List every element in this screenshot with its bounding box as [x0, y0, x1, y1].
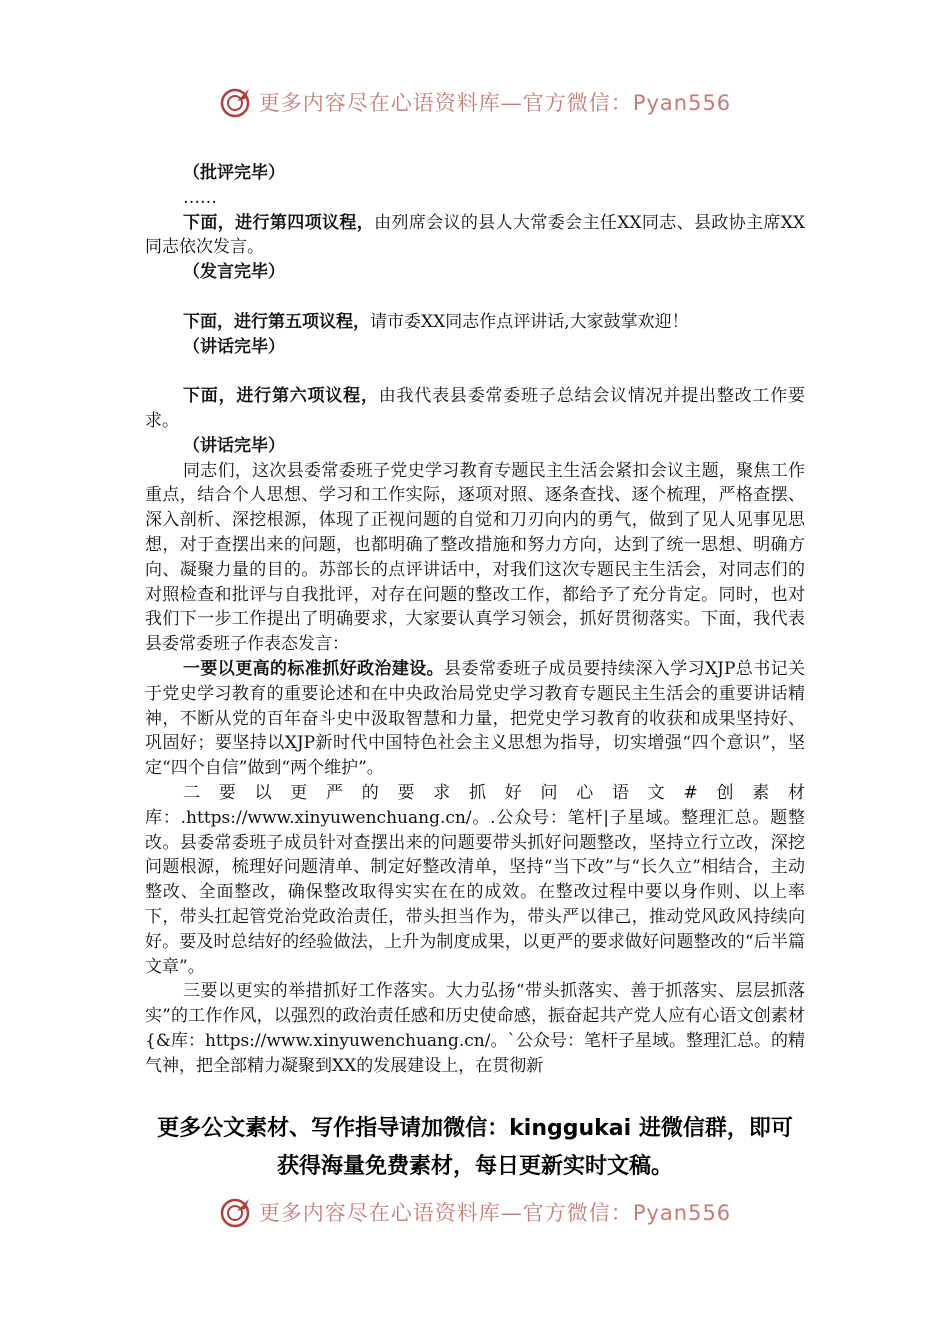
promo-notice [0, 1110, 950, 1186]
paragraph: 二要以更严的要求抓好问心语文#创素材库：.https://www.xinyuwenchuang.cn/。.公众号：笔杆|子星域。整理汇总。题整改。县委常委班子成员针对查摆出来的问题要带头抓好问题整改，坚持立行立改，深挖问题根源，梳理好问题清单、制定好整改清单，坚持“当下改”与“长久立”相结合，主动整改、全面整改，确保整改取得实实在在的成效。在整改过程中要以身作则、以上率下，带头扛起管党治党政治责任，带头担当作为，带头严以律己，推动党风政风持续向好。要及时总结好的经验做法，上升为制度成果，以更严的要求做好问题整改的“后半篇文章”。 [145, 782, 805, 977]
paragraph: 下面，进行第五项议程，请市委XX同志作点评讲话,大家鼓掌欢迎！ [183, 311, 689, 332]
footer-banner [0, 1192, 950, 1232]
paragraph: 下面，进行第六项议程，由我代表县委常委班子总结会议情况并提出整改工作要求。 [145, 386, 806, 431]
paragraph: 下面，进行第四项议程，由列席会议的县人大常委会主任XX同志、县政协主席XX同志依次发言。 [145, 212, 805, 258]
paragraph: （讲话完毕） [183, 435, 285, 456]
quill-logo-icon [219, 1195, 253, 1229]
quill-logo-icon [219, 85, 253, 119]
paragraph: （讲话完毕） [183, 336, 285, 357]
document-body [145, 161, 805, 1078]
paragraph: 同志们，这次县委常委班子党史学习教育专题民主生活会紧扣会议主题，聚焦工作重点，结合个人思想、学习和工作实际，逐项对照、逐条查找、逐个梳理，严格查摆、深入剖析、深挖根源，体现了正视问题的自觉和刀刃向内的勇气，做到了见人见事见思想，对于查摆出来的问题，也都明确了整改措施和努力方向，达到了统一思想、明确方向、凝聚力量的目的。苏部长的点评讲话中，对我们这次专题民主生活会，对同志们的对照检查和批评与自我批评，对存在问题的整改工作，都给予了充分肯定。同时，也对我们下一步工作提出了明确要求，大家要认真学习领会，抓好贯彻落实。下面，我代表县委常委班子作表态发言： [145, 460, 805, 655]
header-banner-text: 更多内容尽在心语资料库—官方微信：Pyan556 [258, 91, 732, 115]
paragraph: …… [183, 187, 217, 208]
paragraph: （发言完毕） [183, 262, 285, 283]
paragraph: 三要以更实的举措抓好工作落实。大力弘扬“带头抓落实、善于抓落实、层层抓落实”的工作作风，以强烈的政治责任感和历史使命感，振奋起共产党人应有心语文创素材{&库：https://www.xinyuwenchuang.cn/。`公众号：笔杆子星域。整理汇总。的精气神，把全部精力凝聚到XX的发展建设上，在贯彻新 [145, 981, 805, 1076]
paragraph: （批评完毕） [183, 163, 285, 183]
paragraph: 一要以更高的标准抓好政治建设。县委常委班子成员要持续深入学习XJP总书记关于党史学习教育的重要论述和在中央政治局党史学习教育专题民主生活会的重要讲话精神，不断从党的百年奋斗史中汲取智慧和力量，把党史学习教育的收获和成果坚持好、巩固好；要坚持以XJP新时代中国特色社会主义思想为指导，切实增强“四个意识”，坚定“四个自信”做到“两个维护”。 [145, 658, 806, 779]
header-banner [0, 82, 950, 122]
footer-banner-text: 更多内容尽在心语资料库—官方微信：Pyan556 [258, 1201, 732, 1225]
promo-line: 更多公文素材、写作指导请加微信：kinggukai 进微信群，即可 [157, 1116, 793, 1141]
promo-line: 获得海量免费素材，每日更新实时文稿。 [276, 1154, 673, 1179]
